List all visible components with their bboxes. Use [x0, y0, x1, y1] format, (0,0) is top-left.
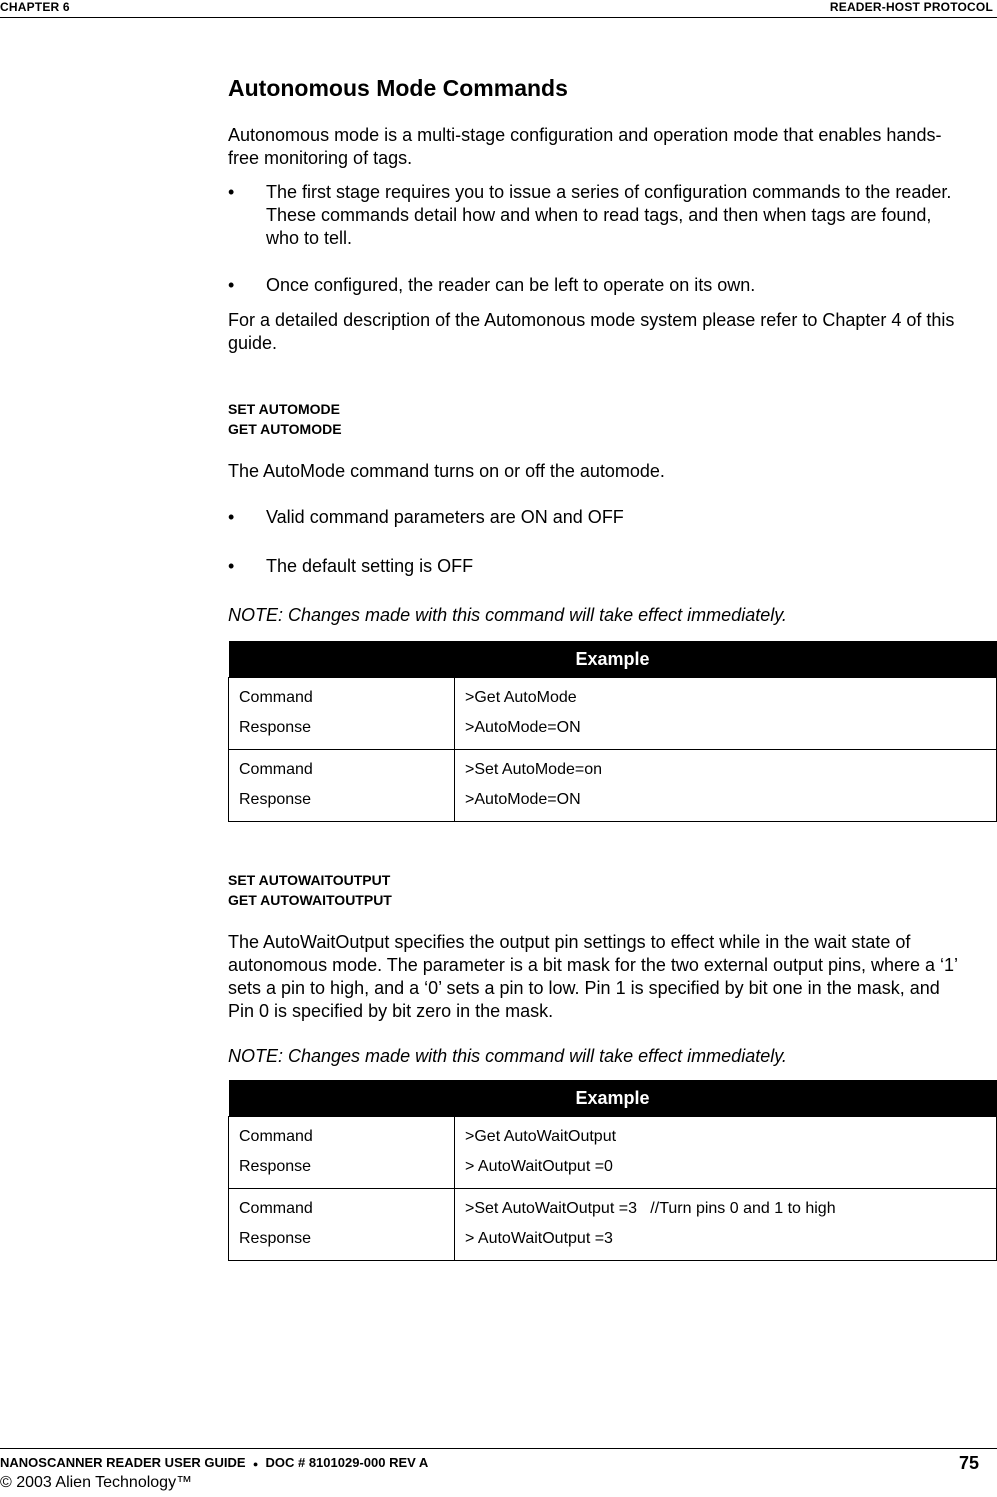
footer-rule: [0, 1448, 997, 1449]
table-cell-labels: Command Response: [229, 1189, 455, 1261]
automode-example-table: [228, 641, 997, 822]
autowaitoutput-description: The AutoWaitOutput specifies the output pin settings to effect while in the wait state of autonomous mode. The parameter is a bit mask for the two external output pins, where a ‘1’ sets a pin to high, and a ‘0’ sets a pin to low. Pin 1 is specified by bit one in the mask, and Pin 0 is specified by bit zero in the mask.: [228, 932, 958, 1021]
intro-paragraph: Autonomous mode is a multi-stage configuration and operation mode that enables hands-free monitoring of tags.: [228, 125, 942, 168]
get-autowaitoutput-heading: GET AUTOWAITOUTPUT: [228, 892, 392, 908]
section-title: Autonomous Mode Commands: [228, 75, 568, 101]
autowaitoutput-example-table: [228, 1080, 997, 1261]
page-content: [228, 72, 968, 1261]
list-item: • The default setting is OFF: [228, 556, 474, 576]
footer-doc-number: DOC # 8101029-000 REV A: [265, 1455, 429, 1470]
running-header-chapter: CHAPTER 6: [0, 0, 70, 14]
footer-doc-info: [0, 1455, 428, 1470]
table-row: [229, 750, 997, 822]
table-row: [229, 678, 997, 750]
set-autowaitoutput-heading: SET AUTOWAITOUTPUT: [228, 872, 391, 888]
automode-description: The AutoMode command turns on or off the automode.: [228, 461, 665, 481]
footer-guide-title: NANOSCANNER READER USER GUIDE: [0, 1455, 246, 1470]
get-automode-heading: GET AUTOMODE: [228, 421, 342, 437]
running-header-section: READER-HOST PROTOCOL: [829, 0, 993, 14]
autowaitoutput-heading: [228, 870, 968, 910]
header-rule: [0, 17, 997, 18]
table-cell-values: >Set AutoWaitOutput =3 //Turn pins 0 and 1 to high > AutoWaitOutput =3: [455, 1189, 997, 1261]
example-header: Example: [229, 1080, 997, 1117]
table-row: [229, 1117, 997, 1189]
autowaitoutput-note: NOTE: Changes made with this command will take effect immediately.: [228, 1046, 787, 1066]
automode-bullet-list: [228, 506, 968, 578]
bullet-icon: •: [228, 556, 235, 576]
automode-note: NOTE: Changes made with this command will take effect immediately.: [228, 605, 787, 625]
bullet-icon: •: [228, 182, 235, 202]
table-row: [229, 1189, 997, 1261]
set-automode-heading: SET AUTOMODE: [228, 401, 341, 417]
table-cell-labels: Command Response: [229, 678, 455, 750]
table-cell-labels: Command Response: [229, 750, 455, 822]
refer-paragraph: For a detailed description of the Automonous mode system please refer to Chapter 4 of this guide.: [228, 310, 955, 353]
intro-bullet-list: [228, 181, 968, 297]
page-number: 75: [958, 1453, 979, 1473]
table-cell-labels: Command Response: [229, 1117, 455, 1189]
bullet-icon: •: [228, 507, 235, 527]
table-cell-values: >Get AutoWaitOutput > AutoWaitOutput =0: [455, 1117, 997, 1189]
footer-separator-icon: ●: [252, 1459, 259, 1469]
list-item: • The first stage requires you to issue a series of configuration commands to the reader. These commands detail how and when to read tags, and then when tags are found, who to tell.: [228, 182, 952, 248]
example-header: Example: [229, 641, 997, 678]
bullet-icon: •: [228, 275, 235, 295]
footer-copyright: © 2003 Alien Technology™: [0, 1474, 193, 1491]
list-item: • Valid command parameters are ON and OFF: [228, 507, 624, 527]
automode-heading: [228, 399, 968, 439]
table-cell-values: >Set AutoMode=on >AutoMode=ON: [455, 750, 997, 822]
list-item: • Once configured, the reader can be left to operate on its own.: [228, 275, 756, 295]
table-cell-values: >Get AutoMode >AutoMode=ON: [455, 678, 997, 750]
